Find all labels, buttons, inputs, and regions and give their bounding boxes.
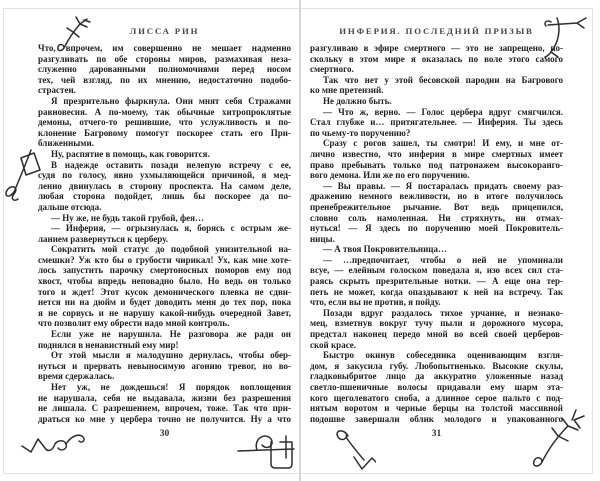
- text-line: по чьему-то поручению?: [310, 127, 411, 138]
- text-line: светло-пшеничные волосы придавали ему шарм эта-: [310, 382, 563, 392]
- running-header-author: ЛИССА РИН: [129, 26, 200, 36]
- text-line: судя по голосу, явно ухмыляющейся причиной, я мед-: [38, 170, 291, 181]
- right-page[interactable]: [300, 0, 600, 481]
- text-line: нуться! — Я здесь по поручению моей Покровитель-: [310, 223, 563, 234]
- text-line: дражению немного вежливости, но в итоге получилось: [310, 191, 563, 202]
- text-line: Ну, распятие в помощь, как говорится.: [51, 148, 210, 159]
- text-line: дом, я закусила губу. Любопытненько. Высокие скулы,: [310, 360, 563, 371]
- left-page-number: 30: [159, 429, 170, 439]
- text-line: Не должно быть.: [323, 95, 392, 106]
- text-line: — …предпочитает, чтобы о ней не упоминали: [323, 254, 563, 265]
- right-page-number: 31: [431, 429, 442, 439]
- text-line: Быстро окинув собеседника оценивающим взгля-: [323, 350, 563, 361]
- text-line: разгуливаю в эфире смертного — это не запрещено, по-: [310, 43, 563, 53]
- text-line: нуться и прервать невыносимую агонию тревог, но во-: [38, 360, 291, 371]
- text-line: — Что ж, верно. — Голос цербера вдруг смягчился.: [323, 106, 563, 117]
- text-line: словно соль намоленная. Ни стряхнуть, ни отмах-: [310, 212, 563, 223]
- text-line: Сразу с рогов зашел, ты смотри! И ему, и мне от-: [323, 138, 563, 149]
- text-line: лично известно, что инферия в мире смертных имеет: [310, 148, 563, 159]
- text-line: всуе, — елейным голоском поведала я, изо всех сил ста-: [310, 265, 563, 276]
- text-line: петь не может, когда опаздывают к ней на встречу. Так: [310, 286, 563, 297]
- text-line: ближенными.: [38, 138, 94, 149]
- text-line: Нет уж, не дождешься! Я порядок воплощения: [51, 382, 291, 392]
- text-line: От этой мысли я малодушно дернулась, чтобы обер-: [51, 350, 291, 361]
- text-line: что, если вы не против, я пойду.: [310, 297, 441, 308]
- left-page-text-column: [38, 43, 291, 424]
- text-line: Стал глубже и… притягательнее. — Инферия. Ты здесь: [310, 117, 563, 128]
- text-line: клонение Багровому помогут поскорее стать его При-: [38, 127, 291, 138]
- text-line: что позволит ему обрести надо мной контроль.: [38, 318, 230, 329]
- text-line: — А твоя Покровительница…: [323, 244, 447, 255]
- text-line: В надежде оставить позади нелепую встречу с ее,: [51, 159, 291, 170]
- text-line: служенно дарованными полномочиями перед носом: [38, 64, 291, 75]
- text-line: ленно двинулась в сторону проспекта. На самом деле,: [38, 180, 291, 191]
- text-line: лось запустить парочку смертоносных поморов ему под: [38, 265, 291, 276]
- text-line: равновесия. А по-моему, так обычные хитропроклятые: [38, 106, 291, 117]
- text-line: я не сорвусь и не нарушу какой-нибудь очередной Завет,: [38, 307, 291, 318]
- text-line: Что, впрочем, им совершенно не мешает надменно: [38, 43, 291, 53]
- text-line: скольку в этом мире я оказалась по воле этого самого: [310, 53, 563, 64]
- text-line: право пребывать только под патронажем высокоранго-: [310, 159, 563, 170]
- text-line: гладковыбритое лицо да аккуратно уложенные назад: [310, 371, 563, 382]
- text-line: пренебрежительное рычание. Вот ведь прицепился,: [310, 201, 563, 212]
- text-line: ко мне претензий.: [310, 85, 384, 96]
- text-line: страстен.: [38, 85, 76, 96]
- text-line: не нарушала, себя не выдавала, жизни без разрешения: [38, 392, 291, 403]
- text-line: вого демона. Или же по его поручению.: [310, 170, 470, 181]
- text-line: хвост, чтобы впредь неповадно было. Но ведь он только: [38, 276, 291, 287]
- running-header-book-title: ИНФЕРИЯ. ПОСЛЕДНИЙ ПРИЗЫВ: [339, 26, 534, 36]
- text-line: подошве завершали облик молодого и упакованного: [310, 413, 563, 424]
- text-line: — Инферия, — огрызнулась я, борясь с острым же-: [51, 223, 291, 234]
- right-page-text-column: [310, 43, 563, 424]
- text-line: дальше отсюда.: [38, 201, 102, 212]
- text-line: смешки? Уж кто бы о грубости чирикал! Ух, как мне хоте-: [38, 254, 291, 265]
- text-line: демоны, отчего-то решившие, что услужливость и по-: [38, 117, 291, 128]
- text-line: Так что нет у этой бесовской пародии на Багрового: [323, 74, 563, 85]
- text-line: ницы.: [310, 233, 335, 244]
- text-line: Сократить мой статус до подобной унизительной на-: [51, 244, 291, 255]
- text-line: разгуливать по обе стороны миров, размахивая неза-: [38, 53, 291, 64]
- text-line: того и ждет! Этот кусок демонического плевка не сдви-: [38, 286, 291, 297]
- text-line: время сдержалась.: [38, 371, 115, 382]
- text-line: поднялся в ненавистный ему мир!: [38, 339, 179, 350]
- text-line: мец, взметнув вокруг тучу пыли и дорожного мусора,: [310, 318, 563, 329]
- text-line: Я презрительно фыркнула. Они мнят себя Стражами: [51, 95, 291, 106]
- text-line: ланием развернуться к церберу.: [38, 233, 168, 244]
- text-line: не лишала. С разрешением, впрочем, тоже. Так что при-: [38, 403, 291, 414]
- text-line: нется ни на дюйм и будет доводить меня до тех пор, пока: [38, 297, 291, 308]
- text-line: нятым воротом и черные берцы на толстой массивной: [310, 403, 563, 414]
- text-line: — Ну же, не будь такой грубой, фея…: [51, 212, 205, 223]
- text-line: любая сторона подойдет, лишь бы поскорее да по-: [38, 191, 291, 202]
- text-line: тех, чей взгляд, по их мнению, недостаточно подобо-: [38, 74, 291, 85]
- text-line: Если уже не нарушила. Не разговора же ради он: [51, 329, 291, 340]
- text-line: кого щеголеватого сноба, а длинное серое пальто с под-: [310, 392, 563, 403]
- text-line: раясь скрыть презрительные нотки. — А еще она тер-: [310, 276, 563, 287]
- text-line: ской красе.: [310, 339, 357, 350]
- text-line: смертного.: [310, 64, 354, 75]
- text-line: — Вы правы. — Я постаралась придать своему раз-: [323, 180, 563, 191]
- text-line: драться ко мне у цербера точно не получится. Ну а что: [38, 413, 291, 424]
- text-line: Позади вдруг раздалось тихое урчание, и незнако-: [323, 307, 563, 318]
- text-line: предстал наконец передо мной во всей своей церберов-: [310, 329, 563, 340]
